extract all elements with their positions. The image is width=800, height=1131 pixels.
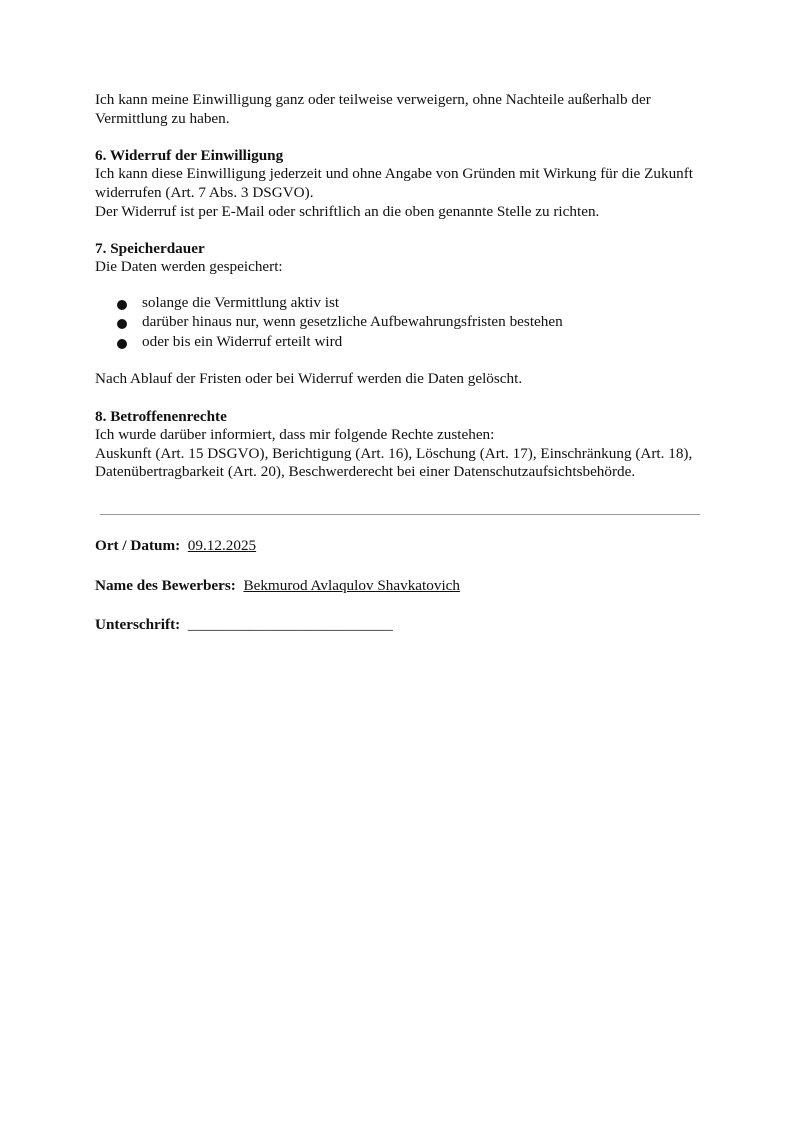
unterschrift-label: Unterschrift: — [95, 616, 184, 634]
list-item: solange die Vermittlung aktiv ist — [95, 294, 705, 314]
bullet-dot-icon — [117, 319, 127, 329]
signoff-block — [95, 537, 705, 656]
section-rechte — [95, 408, 705, 482]
section-widerruf — [95, 147, 705, 221]
separator-line — [100, 514, 700, 515]
section-heading-speicherdauer: 7. Speicherdauer — [95, 239, 205, 257]
speicherdauer-intro: Die Daten werden gespeichert: — [95, 258, 283, 276]
rechte-text-1: Ich wurde darüber informiert, dass mir folgende Rechte zustehen: — [95, 426, 495, 444]
intro-paragraph: Ich kann meine Einwilligung ganz oder teilweise verweigern, ohne Nachteile außerhalb der Vermittlung zu haben. — [95, 91, 651, 127]
section-heading-rechte: 8. Betroffenenrechte — [95, 407, 227, 425]
widerruf-text-1: Ich kann diese Einwilligung jederzeit und ohne Angabe von Gründen mit Wirkung für die Zukunft widerrufen (Art. 7 Abs. 3 DSGVO). — [95, 165, 694, 201]
widerruf-text-2: Der Widerruf ist per E-Mail oder schriftlich an die oben genannte Stelle zu richten. — [95, 202, 600, 220]
speicherdauer-outro: Nach Ablauf der Fristen oder bei Widerruf werden die Daten gelöscht. — [95, 370, 523, 388]
ort-datum-value: 09.12.2025 — [187, 537, 257, 554]
bewerber-name-row — [95, 577, 705, 596]
ort-datum-row — [95, 537, 705, 556]
list-item: darüber hinaus nur, wenn gesetzliche Aufbewahrungsfristen bestehen — [95, 313, 705, 333]
bewerber-name-label: Name des Bewerbers: — [95, 576, 240, 594]
bullet-dot-icon — [117, 339, 127, 349]
bullet-dot-icon — [117, 300, 127, 310]
rechte-text-2: Auskunft (Art. 15 DSGVO), Berichtigung (Art. 16), Löschung (Art. 17), Einschränkung (Art. 18), Datenübertragbarkeit (Art. 20), Beschwerderecht bei einer Datenschutzaufsichtsbehörde. — [95, 444, 693, 481]
document-body — [95, 91, 705, 482]
unterschrift-row — [95, 616, 705, 635]
bewerber-name-value: Bekmurod Avlaqulov Shavkatovich — [243, 576, 461, 594]
section-heading-widerruf: 6. Widerruf der Einwilligung — [95, 146, 284, 164]
section-speicherdauer — [95, 240, 705, 389]
speicherdauer-list — [95, 294, 705, 353]
signature-line: ___________________________ — [187, 616, 393, 634]
ort-datum-label: Ort / Datum: — [95, 537, 184, 554]
list-item: oder bis ein Widerruf erteilt wird — [95, 333, 705, 353]
